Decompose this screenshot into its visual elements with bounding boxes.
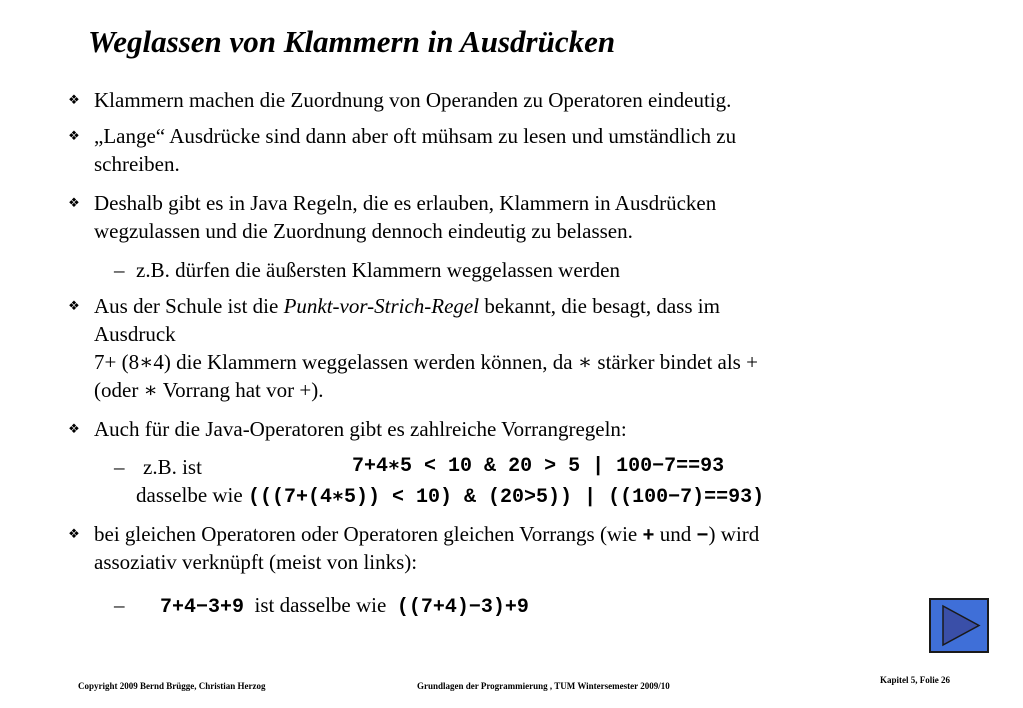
bullet-6-minus: −	[696, 525, 709, 548]
footer-copyright: Copyright 2009 Bernd Brügge, Christian Herzog	[78, 681, 266, 691]
bullet-5-sub2-label: dasselbe wie	[136, 483, 248, 507]
bullet-3-line-1: Deshalb gibt es in Java Regeln, die es erlauben, Klammern in Ausdrücken	[94, 191, 717, 215]
diamond-bullet-icon: ❖	[68, 526, 80, 541]
bullet-6-sub	[160, 591, 1020, 622]
bullet-6-text-post: ) wird	[708, 522, 760, 546]
bullet-5-sub-code: 7+4∗5 < 10 & 20 > 5 | 100−7==93	[352, 455, 725, 478]
footer-course: Grundlagen der Programmierung , TUM Wintersemester 2009/10	[417, 681, 670, 691]
bullet-4-text-post: bekannt, die besagt, dass im	[479, 294, 720, 318]
bullet-6-text-mid: und	[654, 522, 697, 546]
bullet-6-line-1	[94, 520, 954, 551]
sub-bullet-dash: –	[114, 593, 125, 617]
bullet-4-line-3: 7+ (8∗4) die Klammern weggelassen werden können, da ∗ stärker bindet als +	[94, 350, 758, 374]
bullet-6-line-2: assoziativ verknüpft (meist von links):	[94, 550, 418, 574]
bullet-6-sub-code-2: ((7+4)−3)+9	[396, 596, 529, 619]
sub-bullet-dash: –	[114, 258, 125, 282]
diamond-bullet-icon: ❖	[68, 298, 80, 313]
bullet-1-text: Klammern machen die Zuordnung von Operanden zu Operatoren eindeutig.	[94, 88, 732, 112]
bullet-3-sub: z.B. dürfen die äußersten Klammern weggelassen werden	[136, 258, 620, 282]
bullet-5-sub2-code: (((7+(4∗5)) < 10) & (20>5)) | ((100−7)==93)	[247, 486, 765, 509]
sub-bullet-dash: –	[114, 455, 125, 479]
next-slide-button[interactable]	[929, 598, 989, 653]
bullet-6-plus: +	[642, 525, 655, 548]
diamond-bullet-icon: ❖	[68, 421, 80, 436]
bullet-6-text-pre: bei gleichen Operatoren oder Operatoren gleichen Vorrangs (wie	[94, 522, 643, 546]
bullet-5-text: Auch für die Java-Operatoren gibt es zahlreiche Vorrangregeln:	[94, 417, 627, 441]
bullet-5-sub-label: z.B. ist	[143, 455, 202, 479]
footer-slide-number: Kapitel 5, Folie 26	[880, 675, 950, 685]
page-title: Weglassen von Klammern in Ausdrücken	[88, 24, 616, 59]
bullet-2-line-2: schreiben.	[94, 152, 180, 176]
bullet-4-line-4: (oder ∗ Vorrang hat vor +).	[94, 378, 324, 402]
bullet-6-sub-code-1: 7+4−3+9	[160, 596, 245, 619]
bullet-4-line-2: Ausdruck	[94, 322, 176, 346]
bullet-4-rule-name: Punkt-vor-Strich-Regel	[283, 294, 480, 318]
diamond-bullet-icon: ❖	[68, 128, 80, 143]
bullet-5-sub2	[136, 481, 996, 512]
bullet-3-line-2: wegzulassen und die Zuordnung dennoch eindeutig zu belassen.	[94, 219, 633, 243]
bullet-2-line-1: „Lange“ Ausdrücke sind dann aber oft mühsam zu lesen und umständlich zu	[94, 124, 737, 148]
bullet-4-line-1	[94, 292, 954, 320]
diamond-bullet-icon: ❖	[68, 195, 80, 210]
bullet-6-sub-mid: ist dasselbe wie	[254, 593, 387, 617]
bullet-4-text-pre: Aus der Schule ist die	[94, 294, 284, 318]
play-triangle-icon	[931, 600, 987, 651]
diamond-bullet-icon: ❖	[68, 92, 80, 107]
